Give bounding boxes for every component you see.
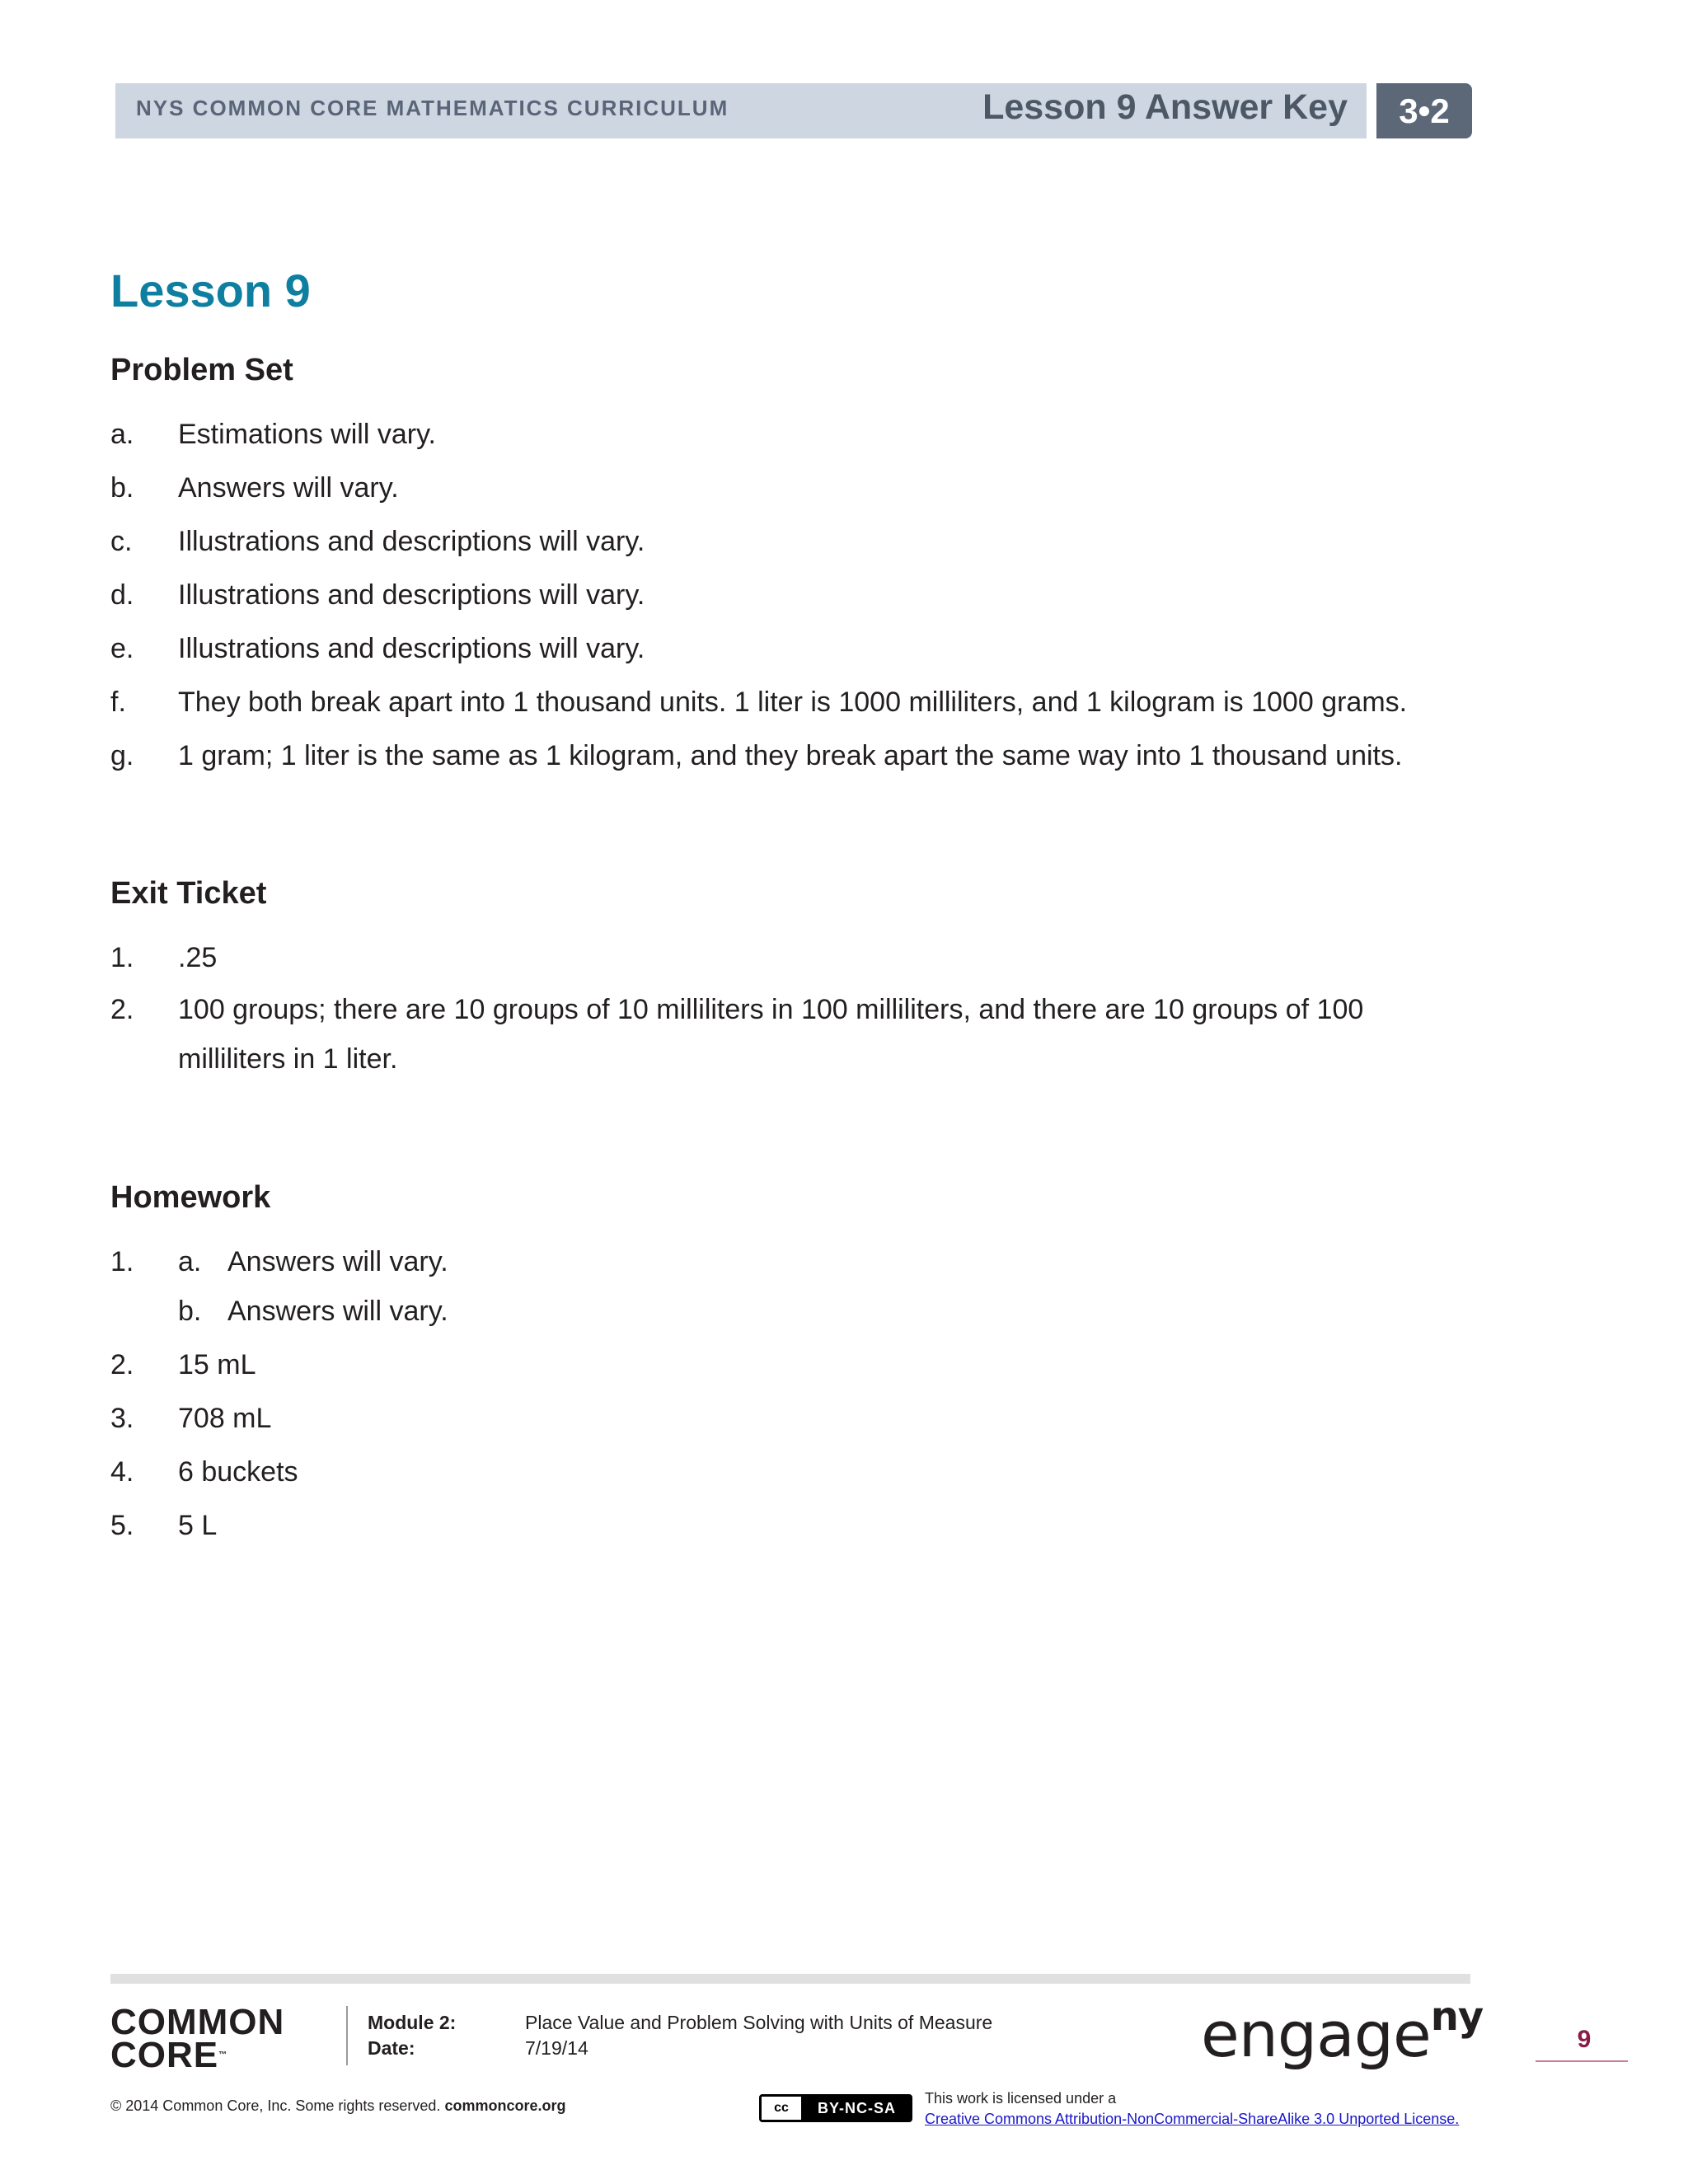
copyright-text: © 2014 Common Core, Inc. Some rights reserved.	[110, 2097, 441, 2114]
sub-item	[178, 1296, 448, 1328]
item-text: 6 buckets	[178, 1456, 298, 1488]
exit-ticket-heading: Exit Ticket	[110, 876, 267, 911]
item-label: f.	[110, 687, 126, 718]
logo-trademark: ™	[218, 2050, 228, 2060]
module-label: Module 2:	[368, 2012, 457, 2033]
item-label: d.	[110, 579, 134, 611]
list-item	[110, 1456, 298, 1488]
sub-item	[178, 1246, 448, 1278]
footer-rule	[110, 1974, 1470, 1984]
item-label: c.	[110, 526, 133, 557]
item-text: 708 mL	[178, 1403, 272, 1434]
creative-commons-badge	[759, 2094, 912, 2122]
license-text: This work is licensed under a	[925, 2090, 1117, 2107]
item-text: .25	[178, 942, 218, 973]
item-label: 3.	[110, 1403, 134, 1434]
list-item	[110, 1403, 271, 1435]
item-text: They both break apart into 1 thousand units. 1 liter is 1000 milliliters, and 1 kilogram is 1000 grams.	[178, 687, 1408, 718]
module-value: Place Value and Problem Solving with Units of Measure	[525, 2012, 993, 2033]
list-item	[110, 579, 645, 612]
list-item	[110, 687, 1407, 719]
item-label: 1.	[110, 942, 134, 973]
answer-key-title: Lesson 9 Answer Key	[982, 87, 1348, 127]
sub-item-text: Answers will vary.	[227, 1296, 448, 1327]
item-text: 100 groups; there are 10 groups of 10 milliliters in 100 milliliters, and there are 10 groups of 100 milliliters in 1 liter.	[178, 994, 1364, 1075]
item-text: Estimations will vary.	[178, 419, 436, 450]
logo-line-1: COMMON	[110, 2002, 285, 2042]
problem-set-heading: Problem Set	[110, 353, 293, 387]
date-value: 7/19/14	[525, 2037, 588, 2059]
engage-ny-superscript: ny	[1430, 1993, 1484, 2040]
lesson-title: Lesson 9	[110, 265, 311, 316]
footer-divider	[346, 2006, 348, 2065]
list-item	[110, 942, 217, 974]
item-label: a.	[110, 419, 134, 450]
item-label: 2.	[110, 1349, 134, 1380]
page-number-underline	[1536, 2060, 1628, 2062]
sub-item-text: Answers will vary.	[227, 1246, 448, 1277]
item-text: Illustrations and descriptions will vary.	[178, 579, 645, 611]
cc-license-label: BY-NC-SA	[804, 2097, 910, 2120]
common-core-logo	[110, 2002, 285, 2075]
item-text: 5 L	[178, 1510, 218, 1541]
cc-icon: cc	[762, 2097, 804, 2120]
copyright	[110, 2097, 565, 2115]
page-number: 9	[1577, 2026, 1592, 2053]
engage-text: engage	[1201, 1998, 1431, 2071]
item-label: 2.	[110, 994, 134, 1025]
list-item	[110, 633, 645, 665]
list-item	[110, 985, 1431, 1084]
logo-line-2: CORE	[110, 2035, 219, 2075]
item-text: 1 gram; 1 liter is the same as 1 kilogram, and they break apart the same way into 1 thousand units.	[178, 740, 1403, 771]
item-label: b.	[110, 472, 134, 504]
list-item	[110, 740, 1402, 772]
item-label: 5.	[110, 1510, 134, 1541]
item-text: 15 mL	[178, 1349, 256, 1380]
sub-item-label: a.	[178, 1246, 202, 1277]
curriculum-title: NYS COMMON CORE MATHEMATICS CURRICULUM	[136, 96, 729, 120]
homework-heading: Homework	[110, 1180, 271, 1215]
list-item	[110, 1510, 217, 1542]
list-item	[110, 472, 399, 504]
copyright-site: commoncore.org	[444, 2097, 566, 2114]
item-label: g.	[110, 740, 134, 771]
license-link[interactable]: Creative Commons Attribution-NonCommercial-ShareAlike 3.0 Unported License.	[925, 2111, 1460, 2127]
item-text: Answers will vary.	[178, 472, 399, 504]
date-label: Date:	[368, 2037, 415, 2059]
list-item	[110, 1349, 256, 1381]
engageny-logo	[1201, 1993, 1484, 2071]
item-label: 4.	[110, 1456, 134, 1488]
item-text: Illustrations and descriptions will vary.	[178, 633, 645, 664]
grade-module-badge: 3•2	[1376, 83, 1472, 138]
item-text: Illustrations and descriptions will vary.	[178, 526, 645, 557]
list-item	[110, 526, 645, 558]
item-label: 1.	[110, 1246, 134, 1277]
list-item	[110, 1246, 448, 1278]
list-item	[110, 419, 436, 451]
item-label: e.	[110, 633, 134, 664]
sub-item-label: b.	[178, 1296, 202, 1327]
